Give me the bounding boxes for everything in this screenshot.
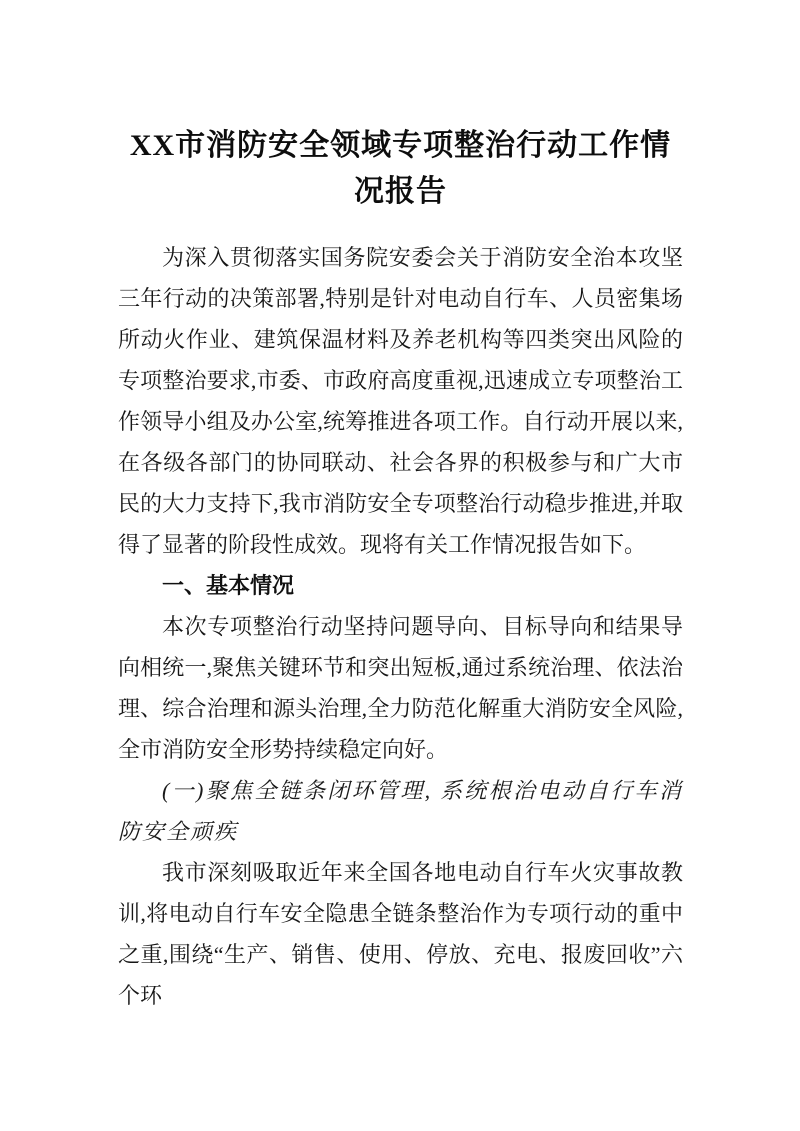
document-title: XX市消防安全领域专项整治行动工作情况报告 xyxy=(129,129,672,208)
section-heading-basic-situation: 一、基本情况 xyxy=(162,573,295,598)
paragraph-ebike: 我市深刻吸取近年来全国各地电动自行车火灾事故教训,将电动自行车安全隐患全链条整治作为专项行动的重中之重,围绕“生产、销售、使用、停放、充电、报废回收”六个环 xyxy=(118,860,683,1008)
subsection-heading-ebike-chain: (一)聚焦全链条闭环管理, 系统根治电动自行车消防安全顽疾 xyxy=(118,778,683,844)
paragraph-overview: 本次专项整治行动坚持问题导向、目标导向和结果导向相统一,聚焦关键环节和突出短板,通过系统治理、依法治理、综合治理和源头治理,全力防范化解重大消防安全风险,全市消防安全形势持续稳定向好。 xyxy=(118,614,683,762)
paragraph-intro: 为深入贯彻落实国务院安委会关于消防安全治本攻坚三年行动的决策部署,特别是针对电动自行车、人员密集场所动火作业、建筑保温材料及养老机构等四类突出风险的专项整治要求,市委、市政府高度重视,迅速成立专项整治工作领导小组及办公室,统筹推进各项工作。自行动开展以来,在各级各部门的协同联动、社会各界的积极参与和广大市民的大力支持下,我市消防安全专项整治行动稳步推进,并取得了显著的阶段性成效。现将有关工作情况报告如下。 xyxy=(118,245,683,557)
